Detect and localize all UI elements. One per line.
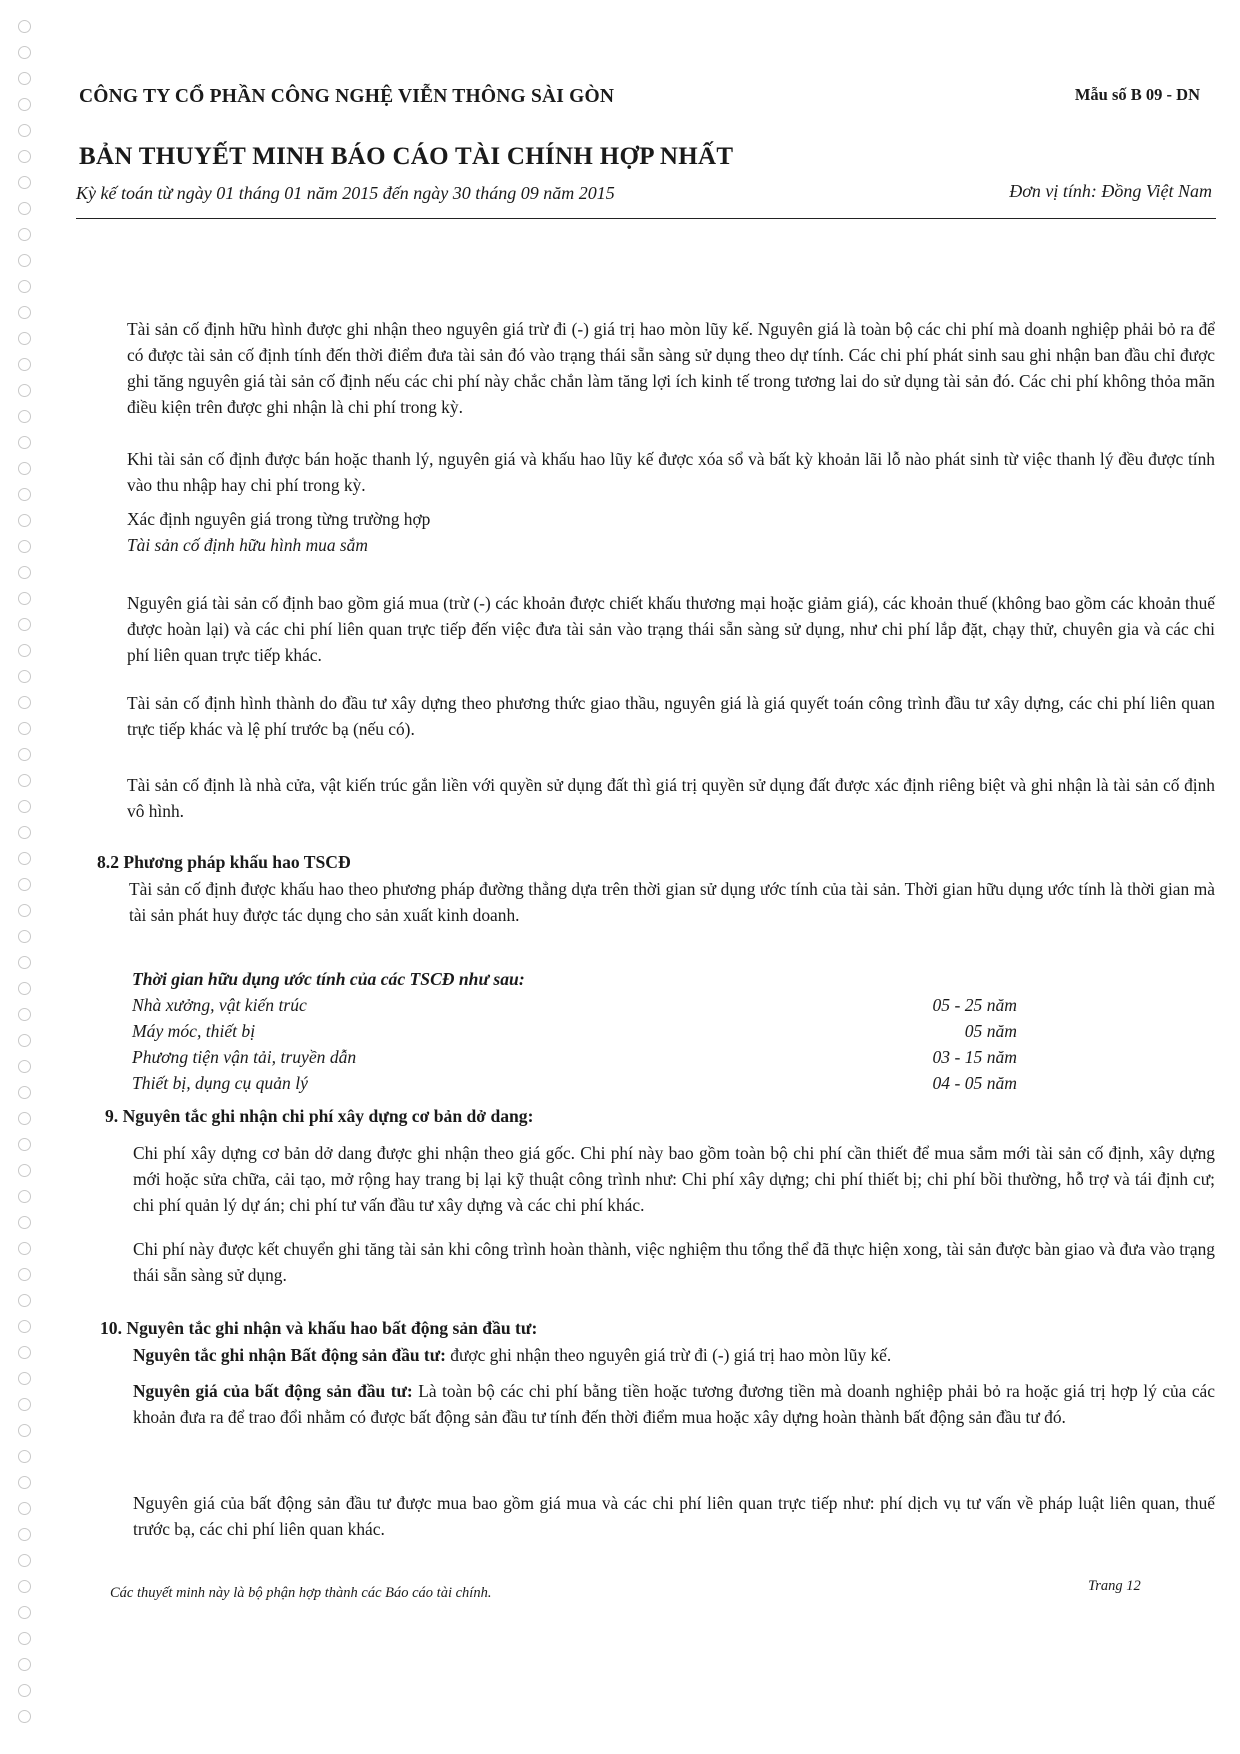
binder-hole	[18, 1684, 31, 1697]
binder-hole	[18, 176, 31, 189]
binder-hole	[18, 1450, 31, 1463]
heading-depreciation-method: 8.2 Phương pháp khấu hao TSCĐ	[97, 852, 351, 872]
useful-life-row	[132, 1018, 1022, 1044]
useful-life-value: 03 - 15 năm	[932, 1047, 1017, 1067]
paragraph-disposal: Khi tài sản cố định được bán hoặc thanh lý, nguyên giá và khấu hao lũy kế được xóa sổ và bất kỳ khoản lãi lỗ nào phát sinh từ việc thanh lý đều được tính vào thu nhập hay chi phí trong kỳ.	[127, 449, 1215, 495]
heading-investment-property: 10. Nguyên tắc ghi nhận và khấu hao bất động sản đầu tư:	[100, 1318, 538, 1338]
binder-hole	[18, 1580, 31, 1593]
binder-hole	[18, 1294, 31, 1307]
paragraph-construction-in-progress: Chi phí xây dựng cơ bản dở dang được ghi nhận theo giá gốc. Chi phí này bao gồm toàn bộ chi phí cần thiết để mua sắm mới tài sản cố định, xây dựng mới hoặc sửa chữa, cải tạo, mở rộng hay trang bị lại kỹ thuật công trình như: Chi phí xây dựng; chi phí thiết bị; chi phí bồi thường, hỗ trợ và tái định cư; chi phí quản lý dự án; chi phí tư vấn đầu tư xây dựng và các chi phí khác.	[133, 1143, 1215, 1215]
binder-hole	[18, 1424, 31, 1437]
asset-class-label: Phương tiện vận tải, truyền dẫn	[132, 1047, 357, 1067]
binder-hole	[18, 956, 31, 969]
binder-hole	[18, 124, 31, 137]
useful-life-row	[132, 1070, 1022, 1096]
binder-hole	[18, 904, 31, 917]
binder-hole	[18, 1658, 31, 1671]
paragraph-purchase-cost: Nguyên giá tài sản cố định bao gồm giá mua (trừ (-) các khoản được chiết khấu thương mại hoặc giảm giá), các khoản thuế (không bao gồm các khoản thuế được hoàn lại) và các chi phí liên quan trực tiếp đến việc đưa tài sản vào trạng thái sẵn sàng sử dụng, như chi phí lắp đặt, chạy thử, chuyên gia và các chi phí liên quan trực tiếp khác.	[127, 593, 1215, 665]
binder-hole	[18, 1320, 31, 1333]
binder-hole	[18, 1632, 31, 1645]
binder-hole	[18, 748, 31, 761]
binder-hole	[18, 254, 31, 267]
binder-hole	[18, 20, 31, 33]
binder-hole	[18, 202, 31, 215]
binder-hole	[18, 1034, 31, 1047]
binder-hole	[18, 332, 31, 345]
page-number: Trang 12	[1088, 1578, 1141, 1594]
binder-hole	[18, 826, 31, 839]
binder-hole	[18, 592, 31, 605]
binder-hole	[18, 410, 31, 423]
binder-hole	[18, 1476, 31, 1489]
binder-hole	[18, 1190, 31, 1203]
binder-hole	[18, 670, 31, 683]
paragraph-depreciation: Tài sản cố định được khấu hao theo phương pháp đường thẳng dựa trên thời gian sử dụng ước tính của tài sản. Thời gian hữu dụng ước tính là thời gian mà tài sản phát huy được tác dụng cho sản xuất kinh doanh.	[129, 879, 1215, 925]
useful-life-row	[132, 992, 1022, 1018]
binder-hole	[18, 800, 31, 813]
binder-hole	[18, 98, 31, 111]
header-divider	[76, 218, 1216, 219]
binder-hole	[18, 696, 31, 709]
binder-hole	[18, 1372, 31, 1385]
binder-hole	[18, 566, 31, 579]
paragraph-cost-determination: Xác định nguyên giá trong từng trường hợp	[127, 509, 431, 529]
asset-class-label: Nhà xưởng, vật kiến trúc	[132, 995, 307, 1015]
binder-hole	[18, 1346, 31, 1359]
binder-hole	[18, 540, 31, 553]
binder-holes	[14, 20, 36, 1740]
binder-hole	[18, 1502, 31, 1515]
report-title: BẢN THUYẾT MINH BÁO CÁO TÀI CHÍNH HỢP NHẤT	[79, 143, 734, 170]
heading-construction-in-progress: 9. Nguyên tắc ghi nhận chi phí xây dựng cơ bản dở dang:	[105, 1106, 534, 1126]
footer-note: Các thuyết minh này là bộ phận hợp thành các Báo cáo tài chính.	[110, 1585, 492, 1601]
report-period: Kỳ kế toán từ ngày 01 tháng 01 năm 2015 đến ngày 30 tháng 09 năm 2015	[76, 183, 615, 203]
useful-life-value: 04 - 05 năm	[932, 1073, 1017, 1093]
binder-hole	[18, 1086, 31, 1099]
binder-hole	[18, 644, 31, 657]
paragraph-investment-property-recognition: Nguyên tắc ghi nhận Bất động sản đầu tư: được ghi nhận theo nguyên giá trừ đi (-) giá trị hao mòn lũy kế.	[133, 1345, 892, 1365]
binder-hole	[18, 1008, 31, 1021]
subheading-purchased-assets: Tài sản cố định hữu hình mua sắm	[127, 535, 368, 555]
paragraph-purchased-investment-property: Nguyên giá của bất động sản đầu tư được mua bao gồm giá mua và các chi phí liên quan trực tiếp như: phí dịch vụ tư vấn về pháp luật liên quan, thuế trước bạ, các chi phí liên quan khác.	[133, 1493, 1215, 1539]
useful-life-table	[132, 966, 1022, 1096]
binder-hole	[18, 1112, 31, 1125]
binder-hole	[18, 1554, 31, 1567]
binder-hole	[18, 514, 31, 527]
paragraph-construction-cost: Tài sản cố định hình thành do đầu tư xây dựng theo phương thức giao thầu, nguyên giá là giá quyết toán công trình đầu tư xây dựng, các chi phí liên quan trực tiếp khác và lệ phí trước bạ (nếu có).	[127, 693, 1215, 739]
useful-life-value: 05 - 25 năm	[932, 995, 1017, 1015]
binder-hole	[18, 306, 31, 319]
binder-hole	[18, 852, 31, 865]
binder-hole	[18, 150, 31, 163]
binder-hole	[18, 982, 31, 995]
asset-class-label: Máy móc, thiết bị	[132, 1021, 256, 1041]
useful-life-heading: Thời gian hữu dụng ước tính của các TSCĐ như sau:	[132, 969, 525, 989]
paragraph-capitalization: Chi phí này được kết chuyển ghi tăng tài sản khi công trình hoàn thành, việc nghiệm thu tổng thể đã thực hiện xong, tài sản được bàn giao và đưa vào trạng thái sẵn sàng sử dụng.	[133, 1239, 1215, 1285]
currency-unit: Đơn vị tính: Đồng Việt Nam	[1009, 181, 1212, 201]
binder-hole	[18, 228, 31, 241]
binder-hole	[18, 1216, 31, 1229]
binder-hole	[18, 1268, 31, 1281]
paragraph-land-use-rights: Tài sản cố định là nhà cửa, vật kiến trúc gắn liền với quyền sử dụng đất thì giá trị quyền sử dụng đất được xác định riêng biệt và ghi nhận là tài sản cố định vô hình.	[127, 775, 1215, 821]
binder-hole	[18, 436, 31, 449]
binder-hole	[18, 1138, 31, 1151]
binder-hole	[18, 1528, 31, 1541]
binder-hole	[18, 384, 31, 397]
binder-hole	[18, 72, 31, 85]
binder-hole	[18, 1242, 31, 1255]
binder-hole	[18, 358, 31, 371]
binder-hole	[18, 878, 31, 891]
binder-hole	[18, 618, 31, 631]
binder-hole	[18, 1398, 31, 1411]
useful-life-row	[132, 1044, 1022, 1070]
binder-hole	[18, 1164, 31, 1177]
company-name: CÔNG TY CỔ PHẦN CÔNG NGHỆ VIỄN THÔNG SÀI GÒN	[79, 86, 615, 107]
binder-hole	[18, 1060, 31, 1073]
binder-hole	[18, 46, 31, 59]
binder-hole	[18, 1710, 31, 1723]
binder-hole	[18, 280, 31, 293]
asset-class-label: Thiết bị, dụng cụ quản lý	[132, 1073, 308, 1093]
binder-hole	[18, 462, 31, 475]
form-number: Mẫu số B 09 - DN	[1074, 85, 1200, 104]
paragraph-fixed-asset-recognition: Tài sản cố định hữu hình được ghi nhận theo nguyên giá trừ đi (-) giá trị hao mòn lũy kế. Nguyên giá là toàn bộ các chi phí mà doanh nghiệp phải bỏ ra để có được tài sản cố định tính đến thời điểm đưa tài sản đó vào trạng thái sẵn sàng sử dụng theo dự tính. Các chi phí phát sinh sau ghi nhận ban đầu chỉ được ghi tăng nguyên giá tài sản cố định nếu các chi phí này chắc chắn làm tăng lợi ích kinh tế trong tương lai do sử dụng tài sản đó. Các chi phí không thỏa mãn điều kiện trên được ghi nhận là chi phí trong kỳ.	[127, 319, 1215, 417]
binder-hole	[18, 1606, 31, 1619]
binder-hole	[18, 488, 31, 501]
binder-hole	[18, 930, 31, 943]
binder-hole	[18, 774, 31, 787]
paragraph-investment-property-cost: Nguyên giá của bất động sản đầu tư: Là toàn bộ các chi phí bằng tiền hoặc tương đương tiền mà doanh nghiệp phải bỏ ra hoặc giá trị hợp lý của các khoản đưa ra để trao đổi nhằm có được bất động sản đầu tư tính đến thời điểm mua hoặc xây dựng hoàn thành bất động sản đầu tư đó.	[133, 1381, 1215, 1427]
useful-life-value: 05 năm	[964, 1021, 1017, 1041]
binder-hole	[18, 722, 31, 735]
